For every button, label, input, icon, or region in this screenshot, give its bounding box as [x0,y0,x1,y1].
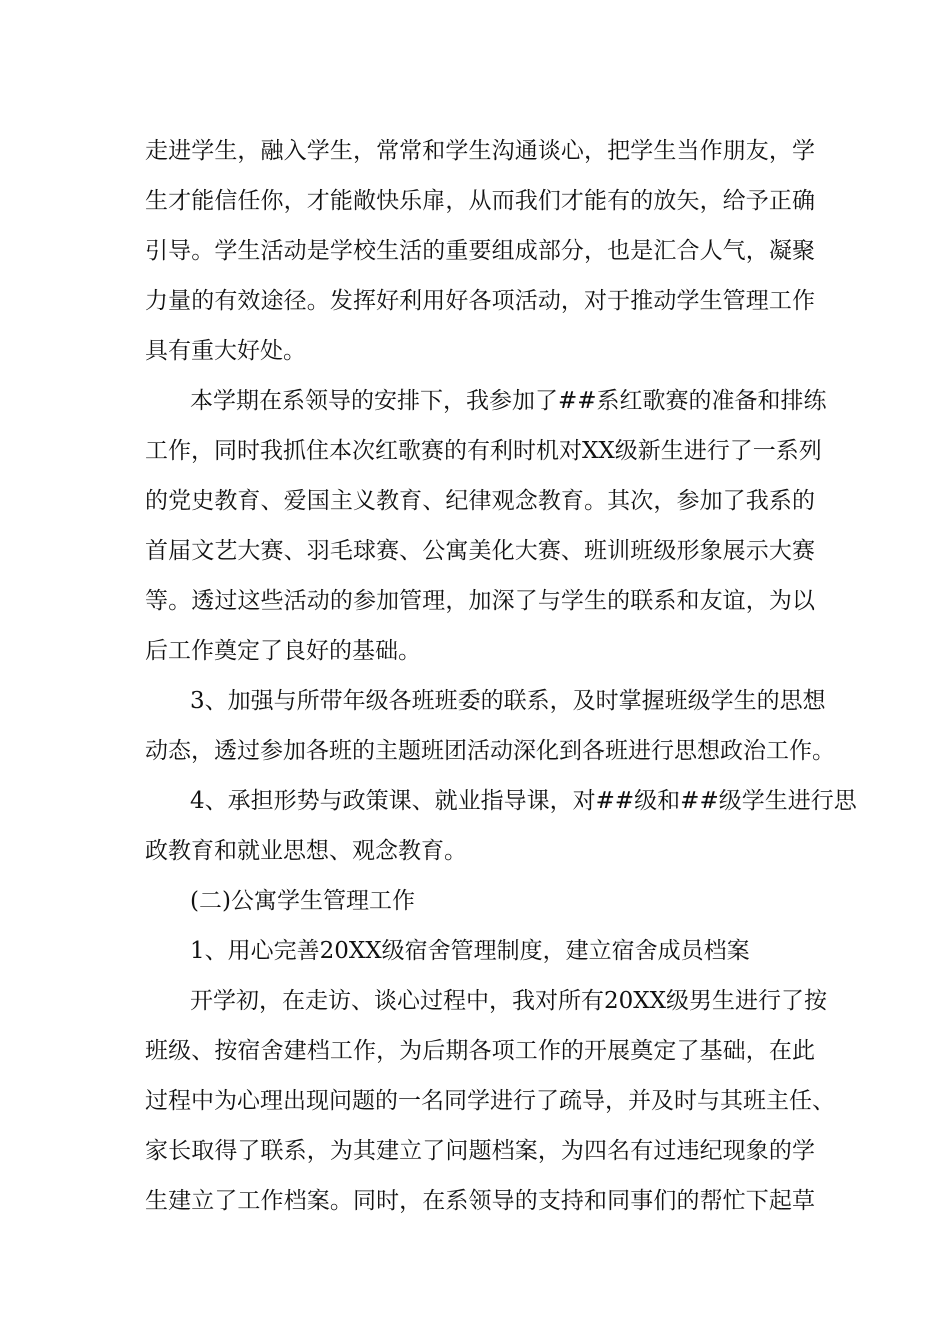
text-line: 首届文艺大赛、羽毛球赛、公寓美化大赛、班训班级形象展示大赛 [145,538,815,564]
text-line: 后工作奠定了良好的基础。 [145,638,421,664]
text-line: 等。透过这些活动的参加管理，加深了与学生的联系和友谊，为以 [145,588,815,614]
text-line: 引导。学生活动是学校生活的重要组成部分，也是汇合人气，凝聚 [145,238,815,264]
list-item-4: 4、承担形势与政策课、就业指导课，对##级和##级学生进行思 [190,788,857,814]
section-heading: (二)公寓学生管理工作 [190,888,415,914]
text-line: 政教育和就业思想、观念教育。 [145,838,467,864]
text-line: 力量的有效途径。发挥好利用好各项活动，对于推动学生管理工作 [145,288,815,314]
paragraph-first-line: 本学期在系领导的安排下，我参加了##系红歌赛的准备和排练 [190,388,827,414]
text-line: 的党史教育、爱国主义教育、纪律观念教育。其次，参加了我系的 [145,488,815,514]
text-line: 走进学生，融入学生，常常和学生沟通谈心，把学生当作朋友，学 [145,138,815,164]
text-line: 工作，同时我抓住本次红歌赛的有利时机对XX级新生进行了一系列 [145,438,822,464]
list-item-3: 3、加强与所带年级各班班委的联系，及时掌握班级学生的思想 [190,688,826,714]
text-line: 生建立了工作档案。同时，在系领导的支持和同事们的帮忙下起草 [145,1188,815,1214]
text-line: 家长取得了联系，为其建立了问题档案，为四名有过违纪现象的学 [145,1138,815,1164]
text-line: 过程中为心理出现问题的一名同学进行了疏导，并及时与其班主任、 [145,1088,835,1114]
text-line: 生才能信任你，才能敞快乐扉，从而我们才能有的放矢，给予正确 [145,188,815,214]
text-line: 动态，透过参加各班的主题班团活动深化到各班进行思想政治工作。 [145,738,835,764]
text-line: 班级、按宿舍建档工作，为后期各项工作的开展奠定了基础，在此 [145,1038,815,1064]
text-line: 具有重大好处。 [145,338,306,364]
paragraph-first-line: 开学初，在走访、谈心过程中，我对所有20XX级男生进行了按 [190,988,828,1014]
subsection-heading: 1、用心完善20XX级宿舍管理制度，建立宿舍成员档案 [190,938,750,964]
